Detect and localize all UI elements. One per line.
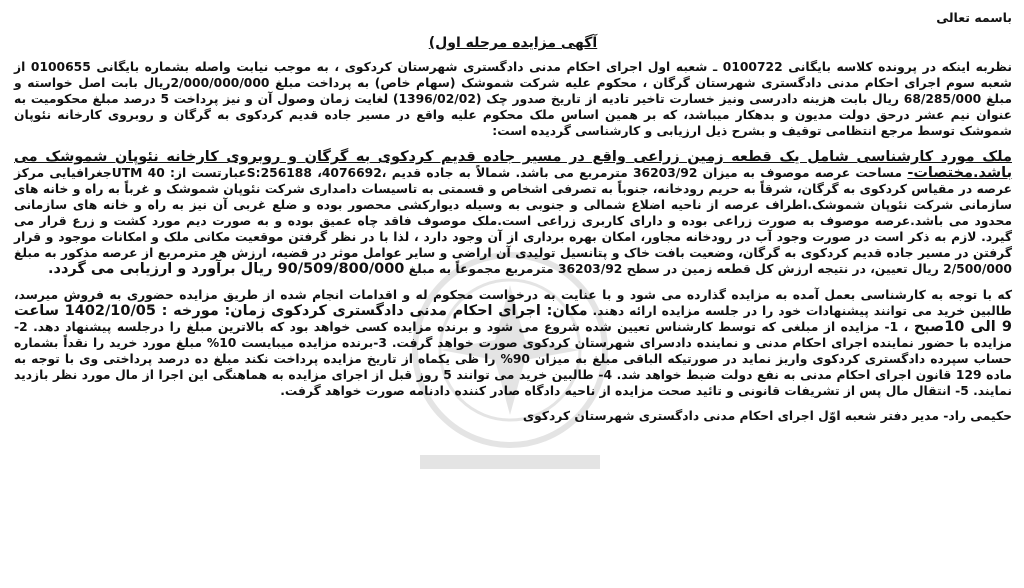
notice-title: آگهی مزایده مرحله اول) — [428, 35, 598, 51]
paragraph-case-details: نظربه اینکه در پرونده کلاسه بایگانی 0100722 ـ شعبه اول اجرای احکام مدنی دادگستری شهرستان کردکوی ، به موجب نیابت واصله بشماره بایگانی 0100655 از شعبه سوم اجرای احکام مدنی دادگستری شهرستان گرگان ، محکوم علیه شرکت شموشک (سهام خاص) به پرداخت مبلغ 2/000/000/000ریال بابت اصل خواسته و مبلغ 68/285/000 ریال بابت هزینه دادرسی ونیز خسارت تاخیر تادیه از تاریخ صدور چک (1396/02/02) لغایت زمان وصول آن و نیز پرداخت 5 درصد مبلغ محکومیت به عنوان نیم عشر درحق دولت مدیون و بدهکار میباشد، که بر همین اساس ملک محکوم علیه واقع در مسیر جاده قدیم کردکوی به گرگان و روبروی کارخانه نئوپان شموشک توسط مرجع انتظامی توقیف و بشرح ذیل ارزیابی و کارشناسی گردیده است: — [14, 60, 1013, 138]
property-body: مساحت عرصه موصوف به میزان 36203/92 مترمربع می باشد. شمالاً به جاده قدیم ،4076692، 256188:Sعبارتست از: UTM 40جغرافیایی مرکز عرصه در مقیاس کردکوی به گرگان، شرقاً به حریم رودخانه، جنوباً به تصرفی اشخاص و قسمتی به تاسیسات دامداری شرکت نئوپان شموشک و غرباً به راه و خانه های سازمانی شرکت نئوپان شموشک.اطراف عرصه از ناحیه اضلاع شمالی و جنوبی به وسیله دیوارکشی محصور بوده و ضلع غربی آن نیز به راه و خانه های سازمانی محدود می باشد.عرصه موصوف به صورت زراعی بوده و دارای کاربری زراعی است.ملک موصوف فاقد چاه عمیق بوده و به صورت دیم مورد کشت و زرع قرار می گیرد. لازم به ذکر است در صورت وجود آب در رودخانه مجاور، امکان بهره برداری از آن وجود دارد ، لذا با در نظر گرفتن موقعیت مکانی ملک و امکانات موجود و قرار گرفتن در مسیر جاده قدیم کردکوی به گرگان، وضعیت بافت خاک و پتانسیل تولیدی آن اراضی و سایر عوامل موثر در قضیه، ارزش هر مترمربع از عرصه مذکور به مبلغ 2/500/000 ریال تعیین، در نتیجه ارزش کل قطعه زمین در سطح 36203/92 مترمربع مجموعاً به مبلغ — [14, 166, 1012, 276]
header-basmala: باسمه تعالی — [936, 10, 1012, 25]
paragraph-property-description — [14, 149, 1012, 277]
property-total-value: 90/509/800/000 ریال برآورد و ارزیابی می گردد. — [48, 261, 405, 277]
property-lead: ملک مورد کارشناسی شامل یک قطعه زمین زراعی واقع در مسیر جاده قدیم کردکوی به گرگان و روبروی کارخانه نئوپان شموشک می باشد.مختصات- — [14, 149, 1013, 181]
auction-conditions: ، 1- مزایده از مبلغی که توسط کارشناس تعیین شده شروع می شود و برنده مزایده کسی خواهد بود که بالاترین مبلغ را درجلسه پیشنهاد دهد. 2- مزایده با حضور نماینده اجرای احکام مدنی و نماینده دادسرای شهرستان کردکوی صورت خواهد گرفت. 3-برنده مزایده میبایست 10% مبلغ مورد خرید را نقداً بشماره حساب سپرده دادگستری کردکوی واریز نماید در صورتیکه الباقی مبلغ به میزان 90% را ظی یکماه از تاریخ مزایده پرداخت نکند مبلغ ده درصد پرداختی وی با توجه به ماده 129 قانون اجرای احکام مدنی به نفع دولت ضبط خواهد شد. 4- طالبین خرید می توانند 5 روز قبل از اجرای مزایده به هماهنگی این اجرا از مال مورد نظر بازدید نمایند. 5- انتقال مال پس از تشریفات قانونی و تائید صحت مزایده از ناحیه دادگاه صادر کننده دادنامه صورت خواهد گرفت. — [14, 320, 1013, 398]
auction-intro: که با توجه به کارشناسی بعمل آمده به مزایده گذارده می شود و با عنایت به درخواست محکوم له و اقدامات انجام شده از طریق مزایده حضوری به فروش میرسد، طالبین خرید می توانند پیشنهادات خود را در جلسه مزایده ارائه دهند. — [14, 288, 1013, 318]
auction-place-time: مکان: اجرای احکام مدنی دادگستری کردکوی زمان: مورخه : 1402/10/05 ساعت 9 الی 10صبح — [14, 303, 1013, 335]
signature-line: حکیمی راد- مدیر دفتر شعبه اوّل اجرای احکام مدنی دادگستری شهرستان کردکوی — [522, 409, 1012, 423]
paragraph-auction-terms — [14, 287, 1012, 399]
